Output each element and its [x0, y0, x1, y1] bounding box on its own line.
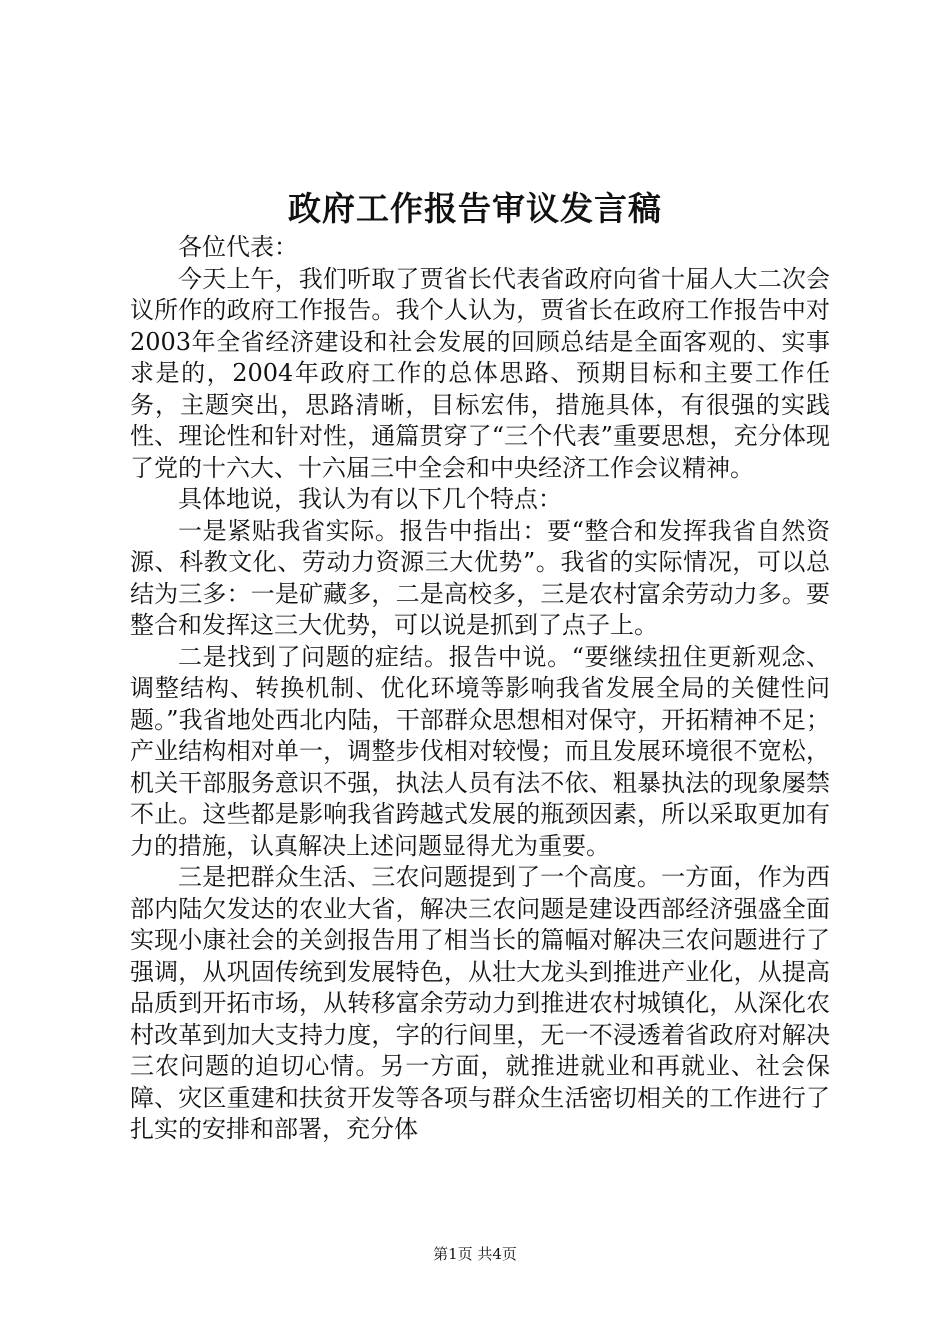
paragraph-features-lead: 具体地说，我认为有以下几个特点：: [178, 485, 562, 513]
paragraph-point-three: 三是把群众生活、三农问题提到了一个高度。一方面，作为西部内陆欠发达的农业大省，解决三农问题是建设西部经济强盛全面实现小康社会的关剑报告用了相当长的篇幅对解决三农问题进行了强调，从巩固传统到发展特色，从壮大龙头到推进产业化，从提高品质到开拓市场，从转移富余劳动力到推进农村城镇化，从深化农村改革到加大支持力度，字的行间里，无一不浸透着省政府对解决三农问题的迫切心情。另一方面，就推进就业和再就业、社会保障、灾区重建和扶贫开发等各项与群众生活密切相关的工作进行了扎实的安排和部署，充分体: [130, 863, 830, 1143]
paragraph-salutation: 各位代表：: [178, 233, 298, 261]
paragraph-point-two: 二是找到了问题的症结。报告中说。“要继续扭住更新观念、调整结构、转换机制、优化环境等影响我省发展全局的关健性问题。”我省地处西北内陆，干部群众思想相对保守，开拓精神不足；产业结构相对单一，调整步伐相对较慢；而且发展环境很不宽松，机关干部服务意识不强，执法人员有法不依、粗暴执法的现象屡禁不止。这些都是影响我省跨越式发展的瓶颈因素，所以采取更加有力的措施，认真解决上述问题显得尤为重要。: [130, 642, 830, 860]
paragraph-point-one: 一是紧贴我省实际。报告中指出：要“整合和发挥我省自然资源、科教文化、劳动力资源三大优势”。我省的实际情况，可以总结为三多：一是矿藏多，二是高校多，三是农村富余劳动力多。要整合和发挥这三大优势，可以说是抓到了点子上。: [130, 516, 830, 639]
paragraph-intro: 今天上午，我们听取了贾省长代表省政府向省十届人大二次会议所作的政府工作报告。我个人认为，贾省长在政府工作报告中对2003年全省经济建设和社会发展的回顾总结是全面客观的、实事求是的，2004年政府工作的总体思路、预期目标和主要工作任务，主题突出，思路清晰，目标宏伟，措施具体，有很强的实践性、理论性和针对性，通篇贯穿了“三个代表”重要思想，充分体现了党的十六大、十六届三中全会和中央经济工作会议精神。: [130, 264, 830, 482]
page-footer: 第1页 共4页: [433, 1245, 517, 1263]
document-body: [130, 232, 830, 1146]
document-title: 政府工作报告审议发言稿: [288, 189, 662, 228]
